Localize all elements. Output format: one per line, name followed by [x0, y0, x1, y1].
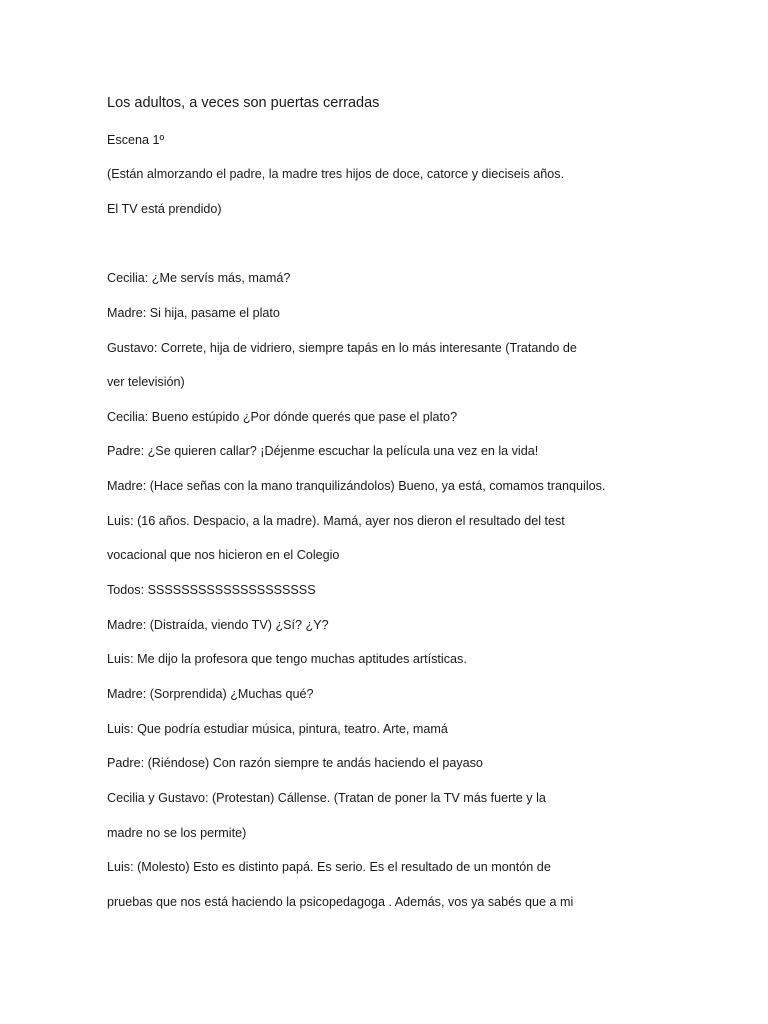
- dialogue-line: Todos: SSSSSSSSSSSSSSSSSSSS: [107, 583, 316, 597]
- stage-direction-line: El TV está prendido): [107, 202, 222, 216]
- document-title: Los adultos, a veces son puertas cerradas: [107, 95, 380, 111]
- dialogue-line: Cecilia y Gustavo: (Protestan) Cállense. (Tratan de poner la TV más fuerte y la: [107, 791, 546, 805]
- dialogue-line: ver televisión): [107, 375, 185, 389]
- dialogue-line: madre no se los permite): [107, 826, 247, 840]
- dialogue-line: Madre: (Hace señas con la mano tranquilizándolos) Bueno, ya está, comamos tranquilos.: [107, 479, 606, 493]
- dialogue-line: Cecilia: Bueno estúpido ¿Por dónde querés que pase el plato?: [107, 410, 458, 424]
- dialogue-line: vocacional que nos hicieron en el Colegio: [107, 548, 340, 562]
- dialogue-line: Madre: Si hija, pasame el plato: [107, 306, 280, 320]
- dialogue-line: Madre: (Distraída, viendo TV) ¿Sí? ¿Y?: [107, 618, 329, 632]
- scene-heading: Escena 1º: [107, 133, 165, 147]
- stage-direction-line: (Están almorzando el padre, la madre tres hijos de doce, catorce y dieciseis años.: [107, 167, 565, 181]
- dialogue-line: Madre: (Sorprendida) ¿Muchas qué?: [107, 687, 314, 701]
- dialogue-line: Cecilia: ¿Me servís más, mamá?: [107, 271, 291, 285]
- dialogue-line: Gustavo: Correte, hija de vidriero, siempre tapás en lo más interesante (Tratando de: [107, 341, 577, 355]
- dialogue-line: pruebas que nos está haciendo la psicopedagoga . Además, vos ya sabés que a mi: [107, 895, 574, 909]
- dialogue-line: Padre: (Riéndose) Con razón siempre te andás haciendo el payaso: [107, 756, 483, 770]
- dialogue-line: Luis: Me dijo la profesora que tengo muchas aptitudes artísticas.: [107, 652, 467, 666]
- dialogue-line: Luis: (Molesto) Esto es distinto papá. Es serio. Es el resultado de un montón de: [107, 860, 551, 874]
- dialogue-line: Padre: ¿Se quieren callar? ¡Déjenme escuchar la película una vez en la vida!: [107, 444, 539, 458]
- dialogue-line: Luis: Que podría estudiar música, pintura, teatro. Arte, mamá: [107, 722, 448, 736]
- dialogue-line: Luis: (16 años. Despacio, a la madre). Mamá, ayer nos dieron el resultado del test: [107, 514, 565, 528]
